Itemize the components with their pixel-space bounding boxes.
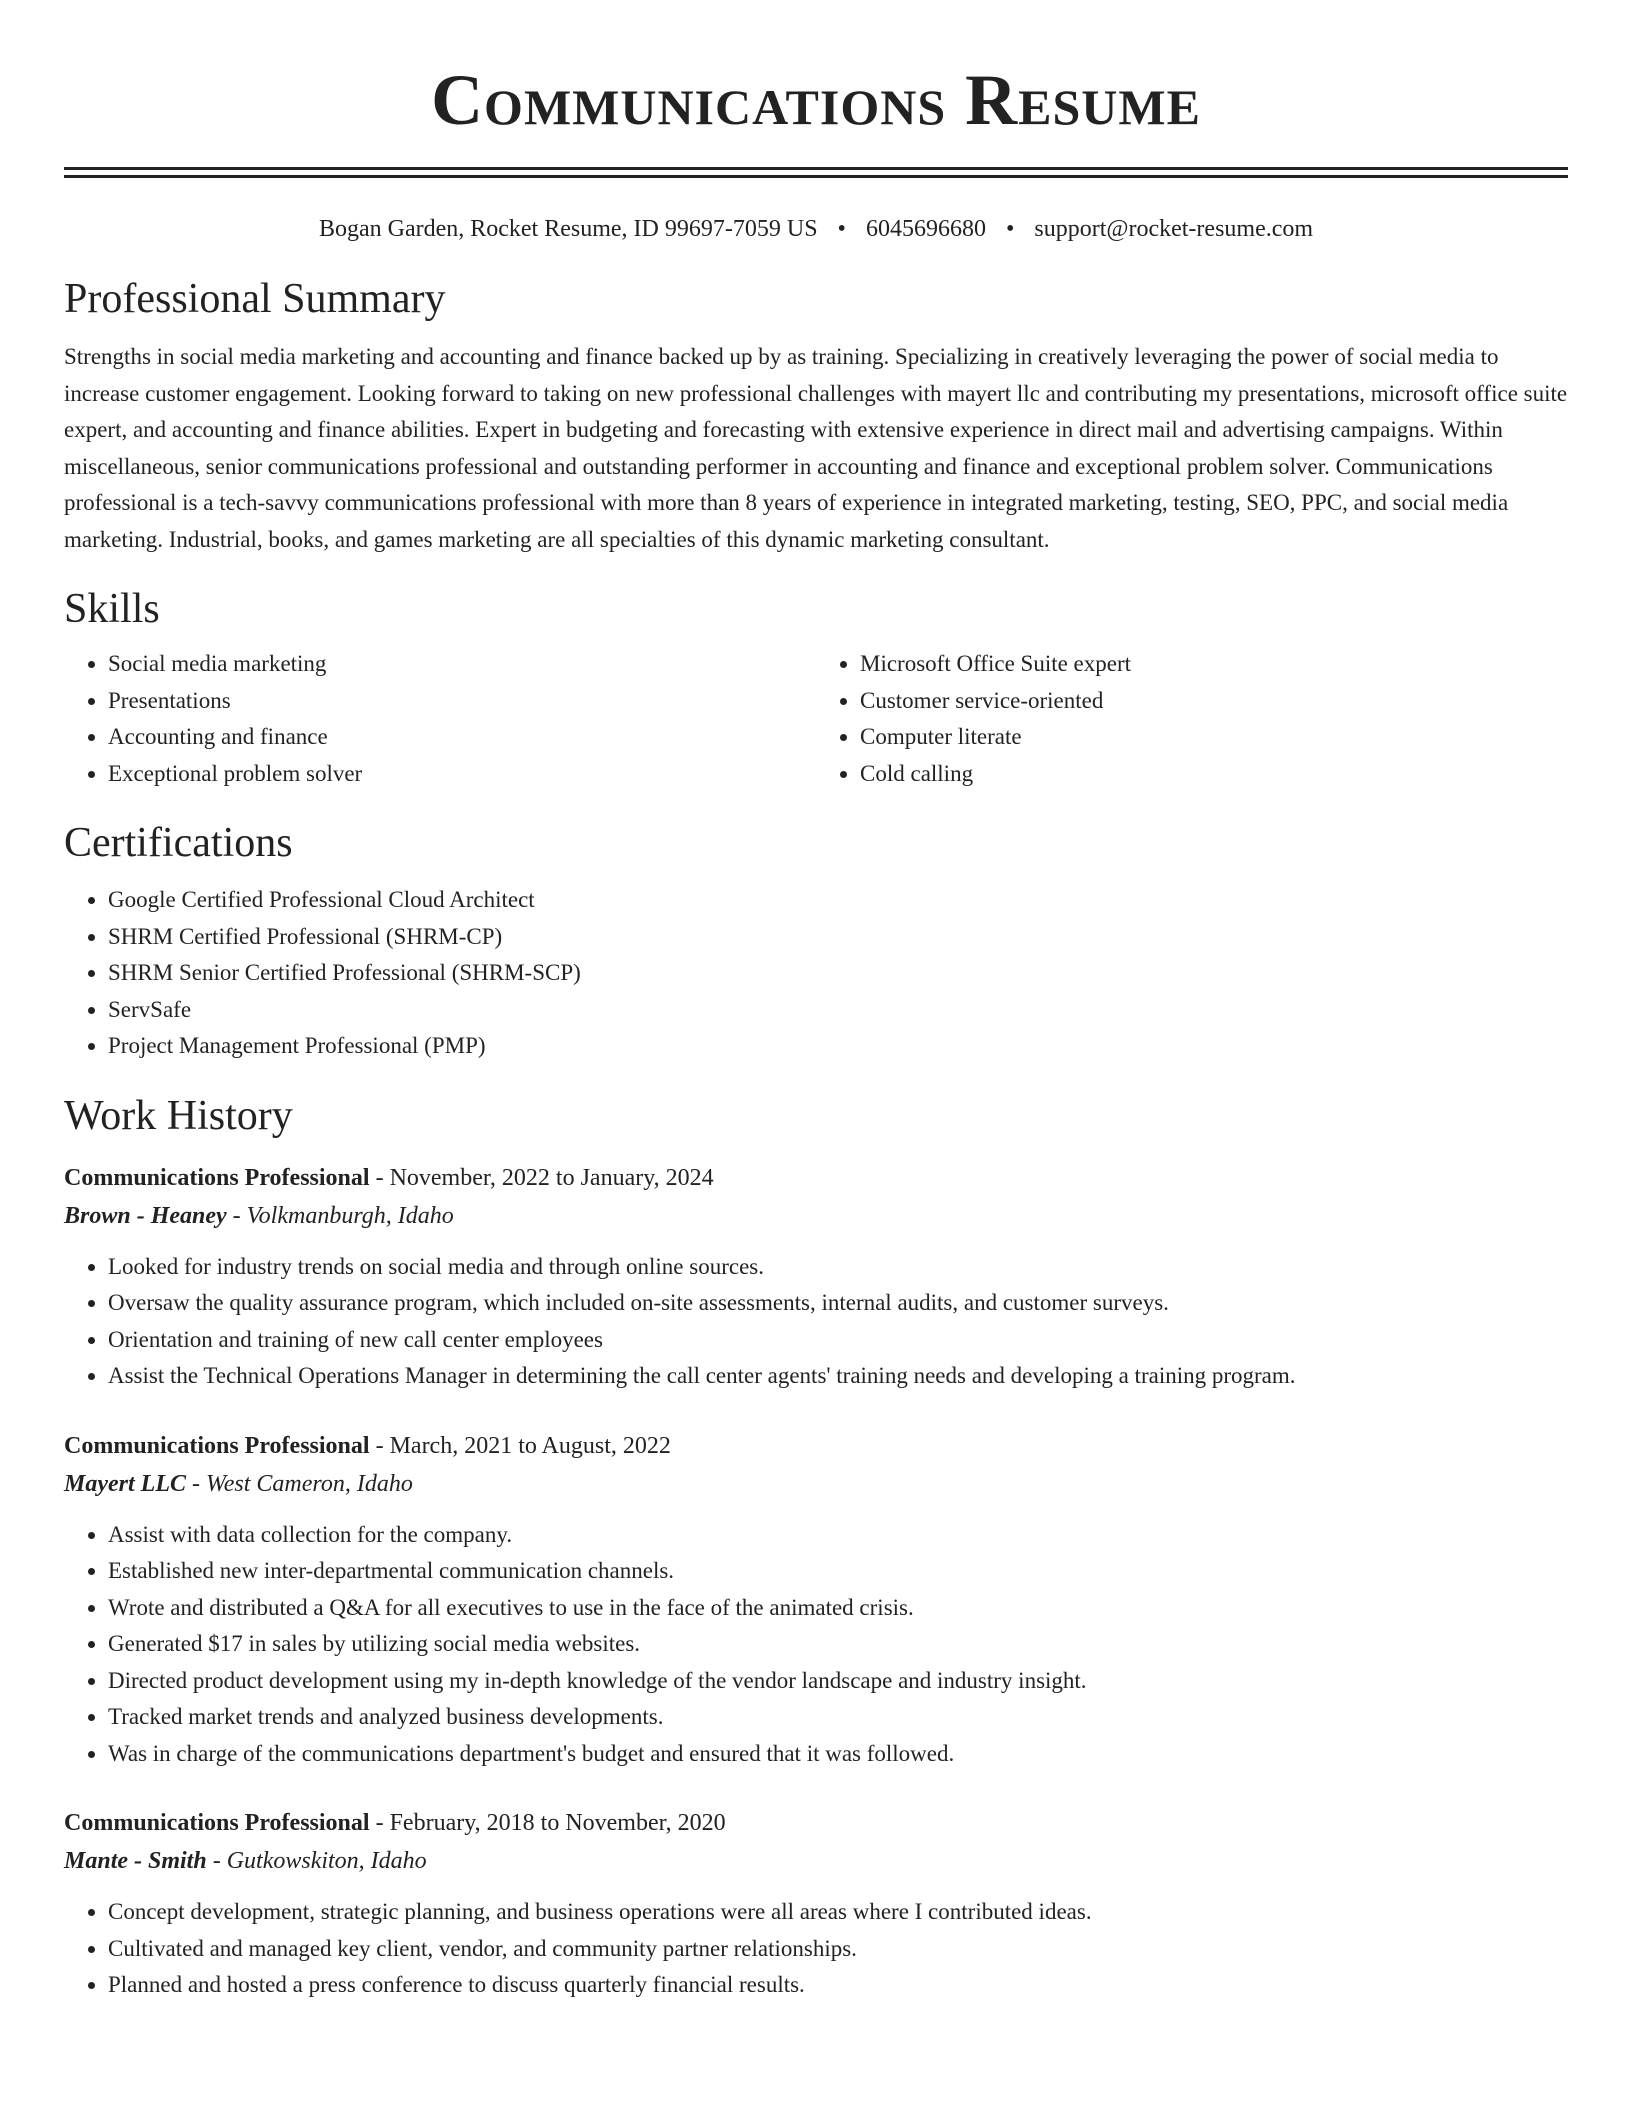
- certification-item: • ServSafe: [108, 992, 1568, 1029]
- job-company: Mayert LLC: [64, 1470, 186, 1497]
- job-dates: - February, 2018 to November, 2020: [369, 1810, 726, 1836]
- certification-item: • SHRM Senior Certified Professional (SHRM-SCP): [108, 955, 1568, 992]
- summary-heading: Professional Summary: [64, 276, 446, 322]
- contact-line: [64, 214, 1568, 244]
- job-company-line: [64, 1465, 1568, 1503]
- skill-item: • Social media marketing: [108, 646, 816, 683]
- skill-item: • Accounting and finance: [108, 719, 816, 756]
- skill-item: • Cold calling: [860, 756, 1568, 793]
- job-location: - West Cameron, Idaho: [185, 1470, 413, 1497]
- job-duties-list: [64, 1517, 1568, 1773]
- contact-phone: 6045696680: [865, 216, 986, 242]
- job-title-line: [64, 1427, 1568, 1465]
- job-title-line: [64, 1804, 1568, 1842]
- job-duty: • Wrote and distributed a Q&A for all executives to use in the face of the animated crisis.: [108, 1590, 1568, 1627]
- certifications-heading: Certifications: [64, 820, 293, 866]
- job-duty: • Assist with data collection for the company.: [108, 1517, 1568, 1554]
- page-title: Communications Resume: [431, 60, 1201, 140]
- job-duty: • Directed product development using my in-depth knowledge of the vendor landscape and industry insight.: [108, 1663, 1568, 1700]
- summary-text: Strengths in social media marketing and accounting and finance backed up by as training. Specializing in creatively leveraging the power of social media to increase customer engagement. Looking forward to taking on new professional challenges with mayert llc and contributing my presentations, microsoft office suite expert, and accounting and finance abilities. Expert in budgeting and forecasting with extensive experience in direct mail and advertising campaigns. Within miscellaneous, senior communications professional and outstanding performer in accounting and finance and exceptional problem solver. Communications professional is a tech-savvy communications professional with more than 8 years of experience in integrated marketing, testing, SEO, PPC, and social media marketing. Industrial, books, and games marketing are all specialties of this dynamic marketing consultant.: [64, 344, 1568, 552]
- job-duty: • Orientation and training of new call center employees: [108, 1322, 1568, 1359]
- job-duty: • Established new inter-departmental communication channels.: [108, 1553, 1568, 1590]
- certification-item: • Project Management Professional (PMP): [108, 1028, 1568, 1065]
- title-divider: [64, 167, 1568, 178]
- job-duty: • Looked for industry trends on social media and through online sources.: [108, 1249, 1568, 1286]
- job-entry: [64, 1427, 1568, 1773]
- job-company-line: [64, 1842, 1568, 1880]
- job-duty: • Planned and hosted a press conference to discuss quarterly financial results.: [108, 1967, 1568, 2004]
- job-duties-list: [64, 1894, 1568, 2004]
- work-history-heading: Work History: [64, 1092, 293, 1139]
- job-title: Communications Professional: [64, 1432, 370, 1459]
- certifications-list: [64, 882, 1568, 1065]
- job-company: Mante - Smith: [64, 1848, 207, 1874]
- certification-item: • Google Certified Professional Cloud Architect: [108, 882, 1568, 919]
- job-dates: - November, 2022 to January, 2024: [369, 1164, 714, 1191]
- job-company-line: [64, 1197, 1568, 1235]
- skill-item: • Presentations: [108, 683, 816, 720]
- job-location: - Volkmanburgh, Idaho: [226, 1202, 454, 1229]
- job-duty: • Cultivated and managed key client, vendor, and community partner relationships.: [108, 1931, 1568, 1968]
- job-duty: • Tracked market trends and analyzed business developments.: [108, 1699, 1568, 1736]
- job-dates: - March, 2021 to August, 2022: [369, 1432, 671, 1459]
- job-company: Brown - Heaney: [64, 1202, 227, 1229]
- skill-item: • Microsoft Office Suite expert: [860, 646, 1568, 683]
- job-entry: [64, 1804, 1568, 2004]
- resume-page: [64, 0, 1568, 2004]
- job-title: Communications Professional: [64, 1164, 370, 1191]
- contact-address: Bogan Garden, Rocket Resume, ID 99697-7059 US: [318, 216, 818, 242]
- job-title-line: [64, 1159, 1568, 1197]
- skills-list-left: [64, 646, 816, 792]
- job-duties-list: [64, 1249, 1568, 1395]
- job-location: - Gutkowskiton, Idaho: [206, 1848, 427, 1874]
- skill-item: • Customer service-oriented: [860, 683, 1568, 720]
- skills-list-right: [816, 646, 1568, 792]
- contact-separator: •: [837, 216, 846, 242]
- job-duty: • Generated $17 in sales by utilizing social media websites.: [108, 1626, 1568, 1663]
- job-duty: • Was in charge of the communications department's budget and ensured that it was followed.: [108, 1736, 1568, 1773]
- job-entry: [64, 1159, 1568, 1395]
- contact-separator: •: [1005, 216, 1015, 242]
- job-title: Communications Professional: [64, 1810, 370, 1836]
- skill-item: • Exceptional problem solver: [108, 756, 816, 793]
- job-duty: • Concept development, strategic planning, and business operations were all areas where I contributed ideas.: [108, 1894, 1568, 1931]
- certification-item: • SHRM Certified Professional (SHRM-CP): [108, 919, 1568, 956]
- skill-item: • Computer literate: [860, 719, 1568, 756]
- job-duty: • Oversaw the quality assurance program, which included on-site assessments, internal audits, and customer surveys.: [108, 1285, 1568, 1322]
- job-duty: • Assist the Technical Operations Manager in determining the call center agents' training needs and developing a training program.: [108, 1358, 1568, 1395]
- contact-email: support@rocket-resume.com: [1034, 216, 1314, 242]
- skills-section: [64, 646, 1568, 792]
- skills-heading: Skills: [64, 586, 160, 632]
